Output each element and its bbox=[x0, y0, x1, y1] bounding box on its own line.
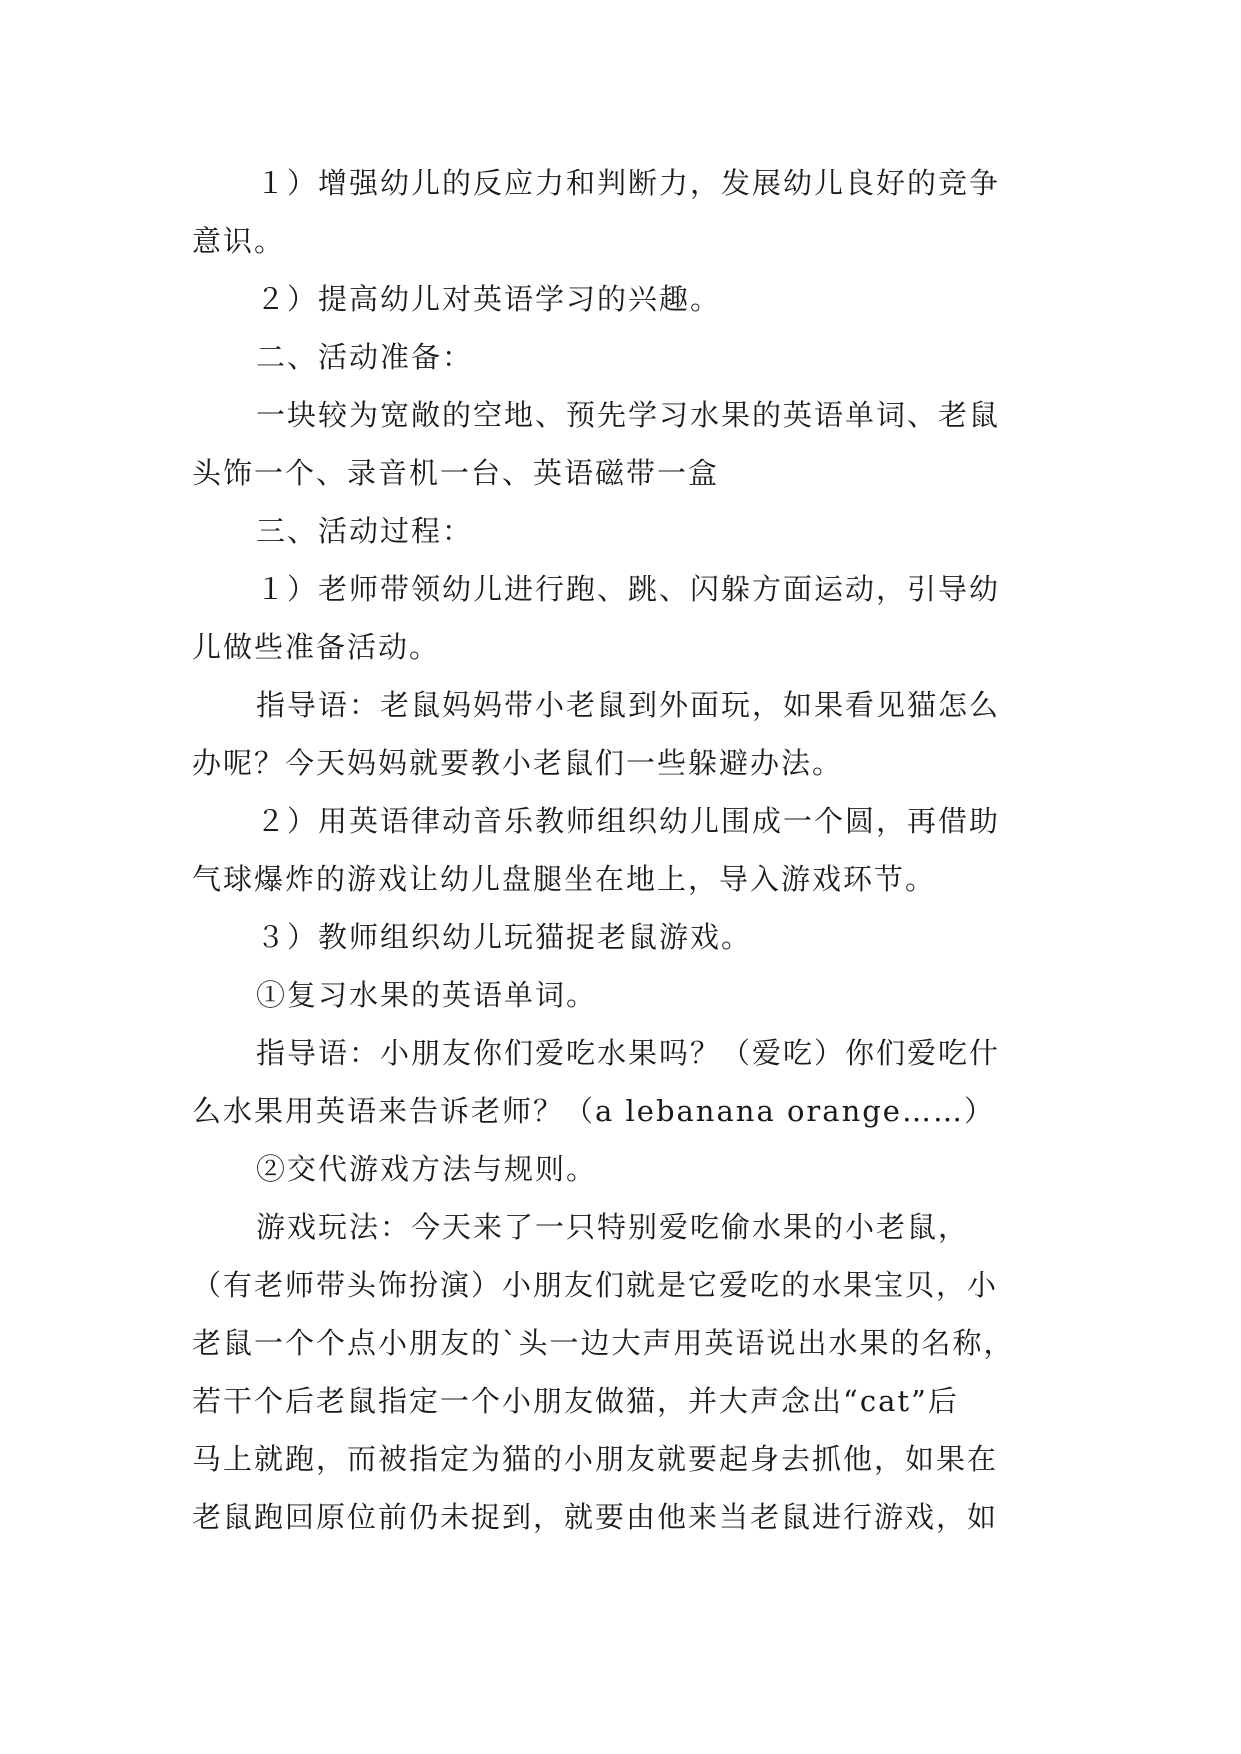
text-line: 意识。 bbox=[192, 224, 286, 258]
text-line: ２）提高幼儿对英语学习的兴趣。 bbox=[256, 282, 722, 316]
text-line: 办呢？今天妈妈就要教小老鼠们一些躲避办法。 bbox=[192, 746, 844, 780]
text-line: １）增强幼儿的反应力和判断力，发展幼儿良好的竞争 bbox=[256, 166, 1001, 200]
text-line: （有老师带头饰扮演）小朋友们就是它爱吃的水果宝贝，小 bbox=[192, 1268, 999, 1302]
text-line: 么水果用英语来告诉老师？（a lebanana orange……） bbox=[192, 1094, 995, 1128]
text-line: 老鼠跑回原位前仍未捉到，就要由他来当老鼠进行游戏，如 bbox=[192, 1500, 999, 1534]
text-line: 指导语：老鼠妈妈带小老鼠到外面玩，如果看见猫怎么 bbox=[256, 688, 1001, 722]
text-line: 一块较为宽敞的空地、预先学习水果的英语单词、老鼠 bbox=[256, 398, 1001, 432]
text-line: 头饰一个、录音机一台、英语磁带一盒 bbox=[192, 456, 720, 490]
section-heading: 三、活动过程： bbox=[256, 514, 474, 548]
text-line: 若干个后老鼠指定一个小朋友做猫，并大声念出“cat”后 bbox=[192, 1384, 959, 1418]
text-line: ３）教师组织幼儿玩猫捉老鼠游戏。 bbox=[256, 920, 753, 954]
text-line: 老鼠一个个点小朋友的`头一边大声用英语说出水果的名称， bbox=[192, 1326, 1015, 1360]
text-line: 指导语：小朋友你们爱吃水果吗？（爱吃）你们爱吃什 bbox=[256, 1036, 1001, 1070]
text-line: ①复习水果的英语单词。 bbox=[256, 978, 598, 1012]
text-line: １）老师带领幼儿进行跑、跳、闪躲方面运动，引导幼 bbox=[256, 572, 1001, 606]
text-line: ２）用英语律动音乐教师组织幼儿围成一个圆，再借助 bbox=[256, 804, 1001, 838]
text-line: 儿做些准备活动。 bbox=[192, 630, 441, 664]
text-line: 气球爆炸的游戏让幼儿盘腿坐在地上，导入游戏环节。 bbox=[192, 862, 937, 896]
text-line: ②交代游戏方法与规则。 bbox=[256, 1152, 598, 1186]
text-line: 游戏玩法：今天来了一只特别爱吃偷水果的小老鼠， bbox=[256, 1210, 970, 1244]
section-heading: 二、活动准备： bbox=[256, 340, 474, 374]
text-line: 马上就跑，而被指定为猫的小朋友就要起身去抓他，如果在 bbox=[192, 1442, 999, 1476]
document-body bbox=[192, 154, 1067, 1546]
